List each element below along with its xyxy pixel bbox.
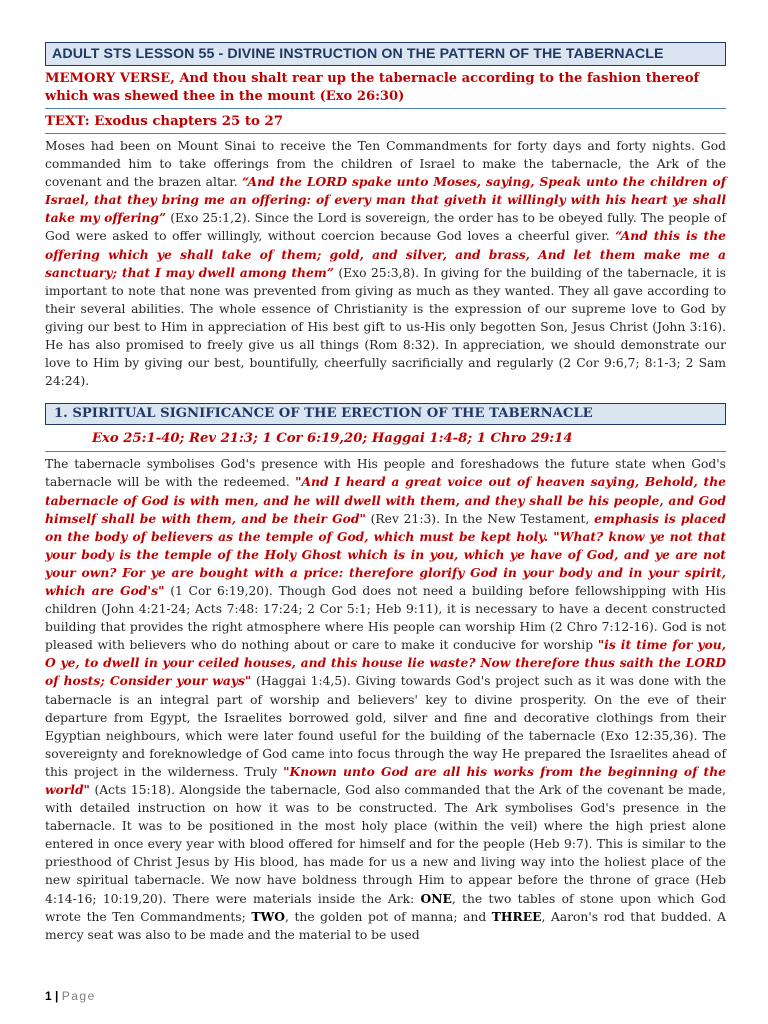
body-text: , Aaron's rod that budded. A mercy seat was also to be made and the material to be used [45, 909, 726, 942]
body-text: , the golden pot of manna; and [285, 909, 492, 924]
body-text: (Rev 21:3). In the New Testament, [365, 511, 595, 526]
scripture-quote: "And I heard a great voice out of heaven saying, Behold, the tabernacle of God is with men, and he will dwell with them, and they shall be his people, and God himself shall be with them, and be their God" [45, 474, 726, 526]
scripture-quote: “And this is the offering which ye shall take of them; gold, and silver, and brass, And let them make me a sanctuary; that I may dwell among them” [45, 228, 726, 280]
body-text: (Haggai 1:4,5). Giving towards God's project such as it was done with the tabernacle is an integral part of worship and believers' key to divine prosperity. On the eve of their departure from Egypt, the Israelites borrowed gold, silver and fine and decorative clothings from their Egyptian neighbours, which were later found useful for the building of the tabernacle (Exo 12:35,36). The sovereignty and foreknowledge of God came into focus through the way He prepared the Israelites ahead of this project in the wilderness. Truly [45, 674, 727, 779]
bold-marker: THREE [491, 908, 542, 924]
lesson-title: ADULT STS LESSON 55 - DIVINE INSTRUCTION ON THE PATTERN OF THE TABERNACLE [45, 42, 726, 66]
text-reference: TEXT: Exodus chapters 25 to 27 [45, 112, 726, 134]
body-text: (Acts 15:18). Alongside the tabernacle, God also commanded that the Ark of the covenant be made, with detailed instruction on how it was to be constructed. The Ark symbolises God's presence in the tabernacle. It was to be positioned in the most holy place (within the veil) where the high priest alone entered in once every year with blood offered for himself and for the people (Heb 9:7). This is similar to the priesthood of Christ Jesus by His blood, has made for us a new and living way into the holiest place of the new spiritual tabernacle. We now have boldness through Him to appear before the throne of grace (Heb 4:14-16; 10:19,20). There were materials inside the Ark: [45, 783, 726, 906]
scripture-quote: emphasis is placed on the body of believers as the temple of God, which must be kept holy. "What? know ye not that your body is the temple of the Holy Ghost which is in you, which ye have of God, and ye are not your own? For ye are bought with a price: therefore glorify God in your body and in your spirit, which are God's" [45, 510, 726, 598]
document-page [45, 42, 726, 944]
body-text: (Exo 25:1,2). Since the Lord is sovereign, the order has to be obeyed fully. The people of God were asked to offer willingly, without coercion because God loves a cheerful giver. [45, 211, 726, 244]
footer-separator: | [55, 989, 59, 1003]
body-text: (1 Cor 6:19,20). Though God does not need a building before fellowshipping with His children (John 4:21-24; Acts 7:48: 17:24; 2 Cor 5:1; Heb 9:11), it is necessary to have a decent constructed building that provides the right atmosphere where His people can worship Him (2 Chro 7:12-16). God is not pleased with believers who do nothing about or care to make it conducive for worship [45, 583, 726, 653]
page-footer [45, 989, 96, 1003]
bold-marker: TWO [251, 908, 285, 924]
body-text: (Exo 25:3,8). In giving for the building of the tabernacle, it is important to note that none was prevented from giving as much as they wanted. They all gave according to their several abilities. The whole essence of Christianity is the expression of our supreme love to God by giving our best to Him in appreciation of His best gift to us-His only begotten Son, Jesus Christ (John 3:16). He has also promised to freely give us all things (Rom 8:32). In appreciation, we should demonstrate our love to Him by giving our best, bountifully, cheerfully sacrificially and regularly (2 Cor 9:6,7; 8:1-3; 2 Sam 24:24). [45, 265, 726, 389]
scripture-quote: "Known unto God are all his works from the beginning of the world" [45, 763, 726, 797]
memory-verse: MEMORY VERSE, And thou shalt rear up the tabernacle according to the fashion thereof which was shewed thee in the mount (Exo 26:30) [45, 70, 726, 109]
intro-paragraph [45, 137, 726, 390]
bold-marker: ONE [420, 890, 452, 906]
section-body-paragraph [45, 455, 726, 944]
section-references: Exo 25:1-40; Rev 21:3; 1 Cor 6:19,20; Haggai 1:4-8; 1 Chro 29:14 [45, 429, 726, 452]
scripture-quote: “And the LORD spake unto Moses, saying, Speak unto the children of Israel, that they bring me an offering: of every man that giveth it willingly with his heart ye shall take my offering” [45, 174, 726, 226]
body-text: The tabernacle symbolises God's presence with His people and foreshadows the future state when God's tabernacle will be with the redeemed. [45, 457, 726, 490]
body-text: Moses had been on Mount Sinai to receive the Ten Commandments for forty days and forty nights. God commanded him to take offerings from the children of Israel to make the tabernacle, the Ark of the covenant and the brazen altar. [45, 139, 726, 190]
body-text: , the two tables of stone upon which God wrote the Ten Commandments; [45, 891, 726, 924]
scripture-quote: "is it time for you, O ye, to dwell in your ceiled houses, and this house lie waste? Now therefore thus saith the LORD of hosts; Consider your ways" [45, 637, 726, 689]
page-label: Page [61, 989, 96, 1003]
section-heading: 1. SPIRITUAL SIGNIFICANCE OF THE ERECTION OF THE TABERNACLE [45, 403, 726, 425]
page-number: 1 [45, 989, 52, 1003]
